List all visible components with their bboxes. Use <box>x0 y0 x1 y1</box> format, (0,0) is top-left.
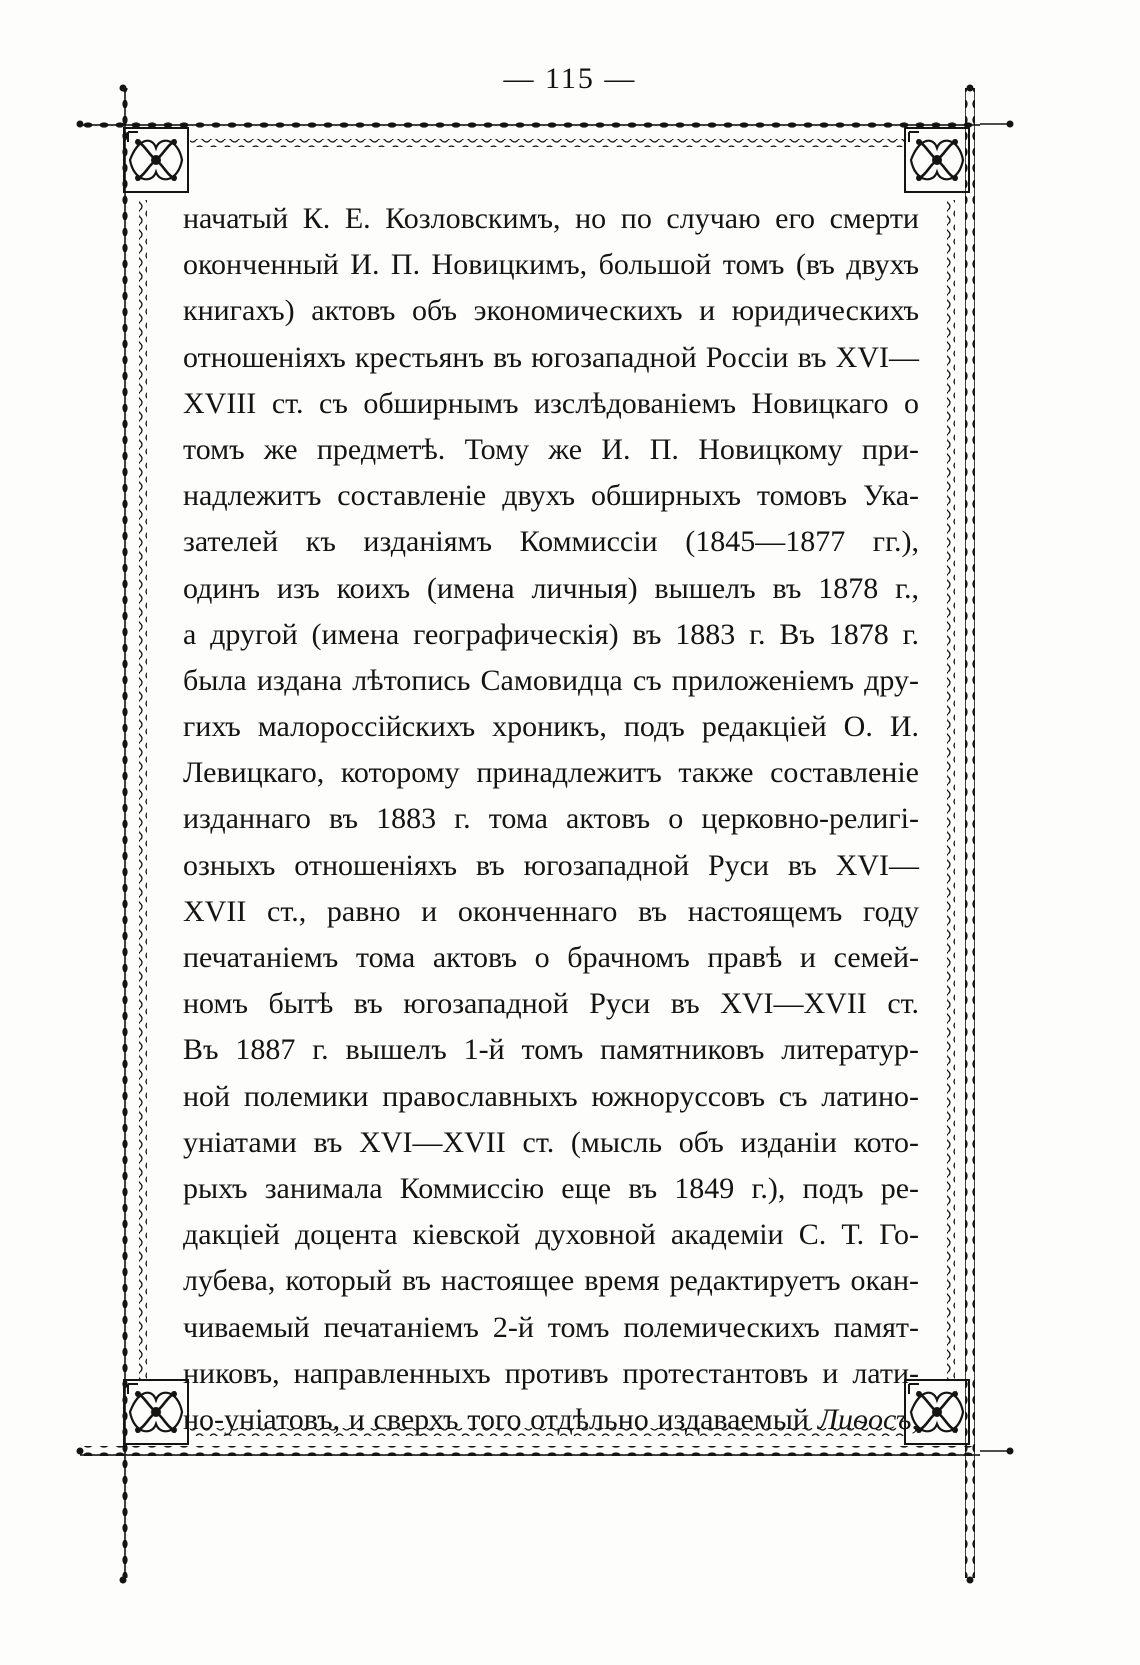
text-line: рыхъ занимала Коммиссію еще въ 1849 г.), подъ ре- <box>183 1171 919 1205</box>
italic-title-word: Лиѳосъ, <box>817 1402 919 1436</box>
text-line: XVIII ст. съ обширнымъ изслѣдованіемъ Новицкаго о <box>183 386 919 420</box>
text-line: одинъ изъ коихъ (имена личныя) вышелъ въ 1878 г., <box>183 571 919 605</box>
text-line: зателей къ изданіямъ Коммиссіи (1845—1877 гг.), <box>183 525 919 559</box>
text-line: была издана лѣтопись Самовидца съ приложеніемъ дру- <box>183 663 919 697</box>
text-line: надлежитъ составленіе двухъ обширныхъ томовъ Ука- <box>183 479 919 513</box>
text-line-last <box>183 1397 919 1443</box>
text-line: уніатами въ XVI—XVII ст. (мысль объ изданіи кото- <box>183 1125 919 1159</box>
text-line: XVII ст., равно и оконченнаго въ настоящемъ году <box>183 894 919 928</box>
text-line: начатый К. Е. Козловскимъ, но по случаю его смерти <box>183 202 919 235</box>
text-line: оконченный И. П. Новицкимъ, большой томъ (въ двухъ <box>183 248 919 282</box>
text-line: Въ 1887 г. вышелъ 1-й томъ памятниковъ литератур- <box>183 1033 919 1067</box>
body-text <box>183 196 919 1443</box>
text-line: а другой (имена географическія) въ 1883 г. Въ 1878 г. <box>183 617 919 651</box>
text-line: лубева, который въ настоящее время редактируетъ окан- <box>183 1264 919 1298</box>
text-line: книгахъ) актовъ объ экономическихъ и юридическихъ <box>183 294 919 328</box>
text-line: никовъ, направленныхъ противъ протестантовъ и лати- <box>183 1356 919 1390</box>
text-line: ной полемики православныхъ южноруссовъ съ латино- <box>183 1079 919 1113</box>
text-line: изданнаго въ 1883 г. тома актовъ о церковно-религі- <box>183 802 919 836</box>
text-line: отношеніяхъ крестьянъ въ югозападной Россіи въ XVI— <box>183 340 919 374</box>
text-line: номъ бытѣ въ югозападной Руси въ XVI—XVII ст. <box>183 987 919 1021</box>
text-line: томъ же предметѣ. Тому же И. П. Новицкому при- <box>183 432 919 466</box>
text-line-last-roman: но-уніатовъ, и сверхъ того отдѣльно издаваемый <box>183 1402 809 1436</box>
text-line: гихъ малороссійскихъ хроникъ, подъ редакціей О. И. <box>183 710 919 744</box>
text-line: Левицкаго, которому принадлежитъ также составленіе <box>183 756 919 790</box>
text-line: озныхъ отношеніяхъ въ югозападной Руси въ XVI— <box>183 848 919 882</box>
text-line: чиваемый печатаніемъ 2-й томъ полемическихъ памят- <box>183 1310 919 1344</box>
text-line: печатаніемъ тома актовъ о брачномъ правѣ и семей- <box>183 941 919 974</box>
text-line: дакціей доцента кіевской духовной академіи С. Т. Го- <box>183 1218 919 1252</box>
page-number: — 115 — <box>503 62 637 95</box>
